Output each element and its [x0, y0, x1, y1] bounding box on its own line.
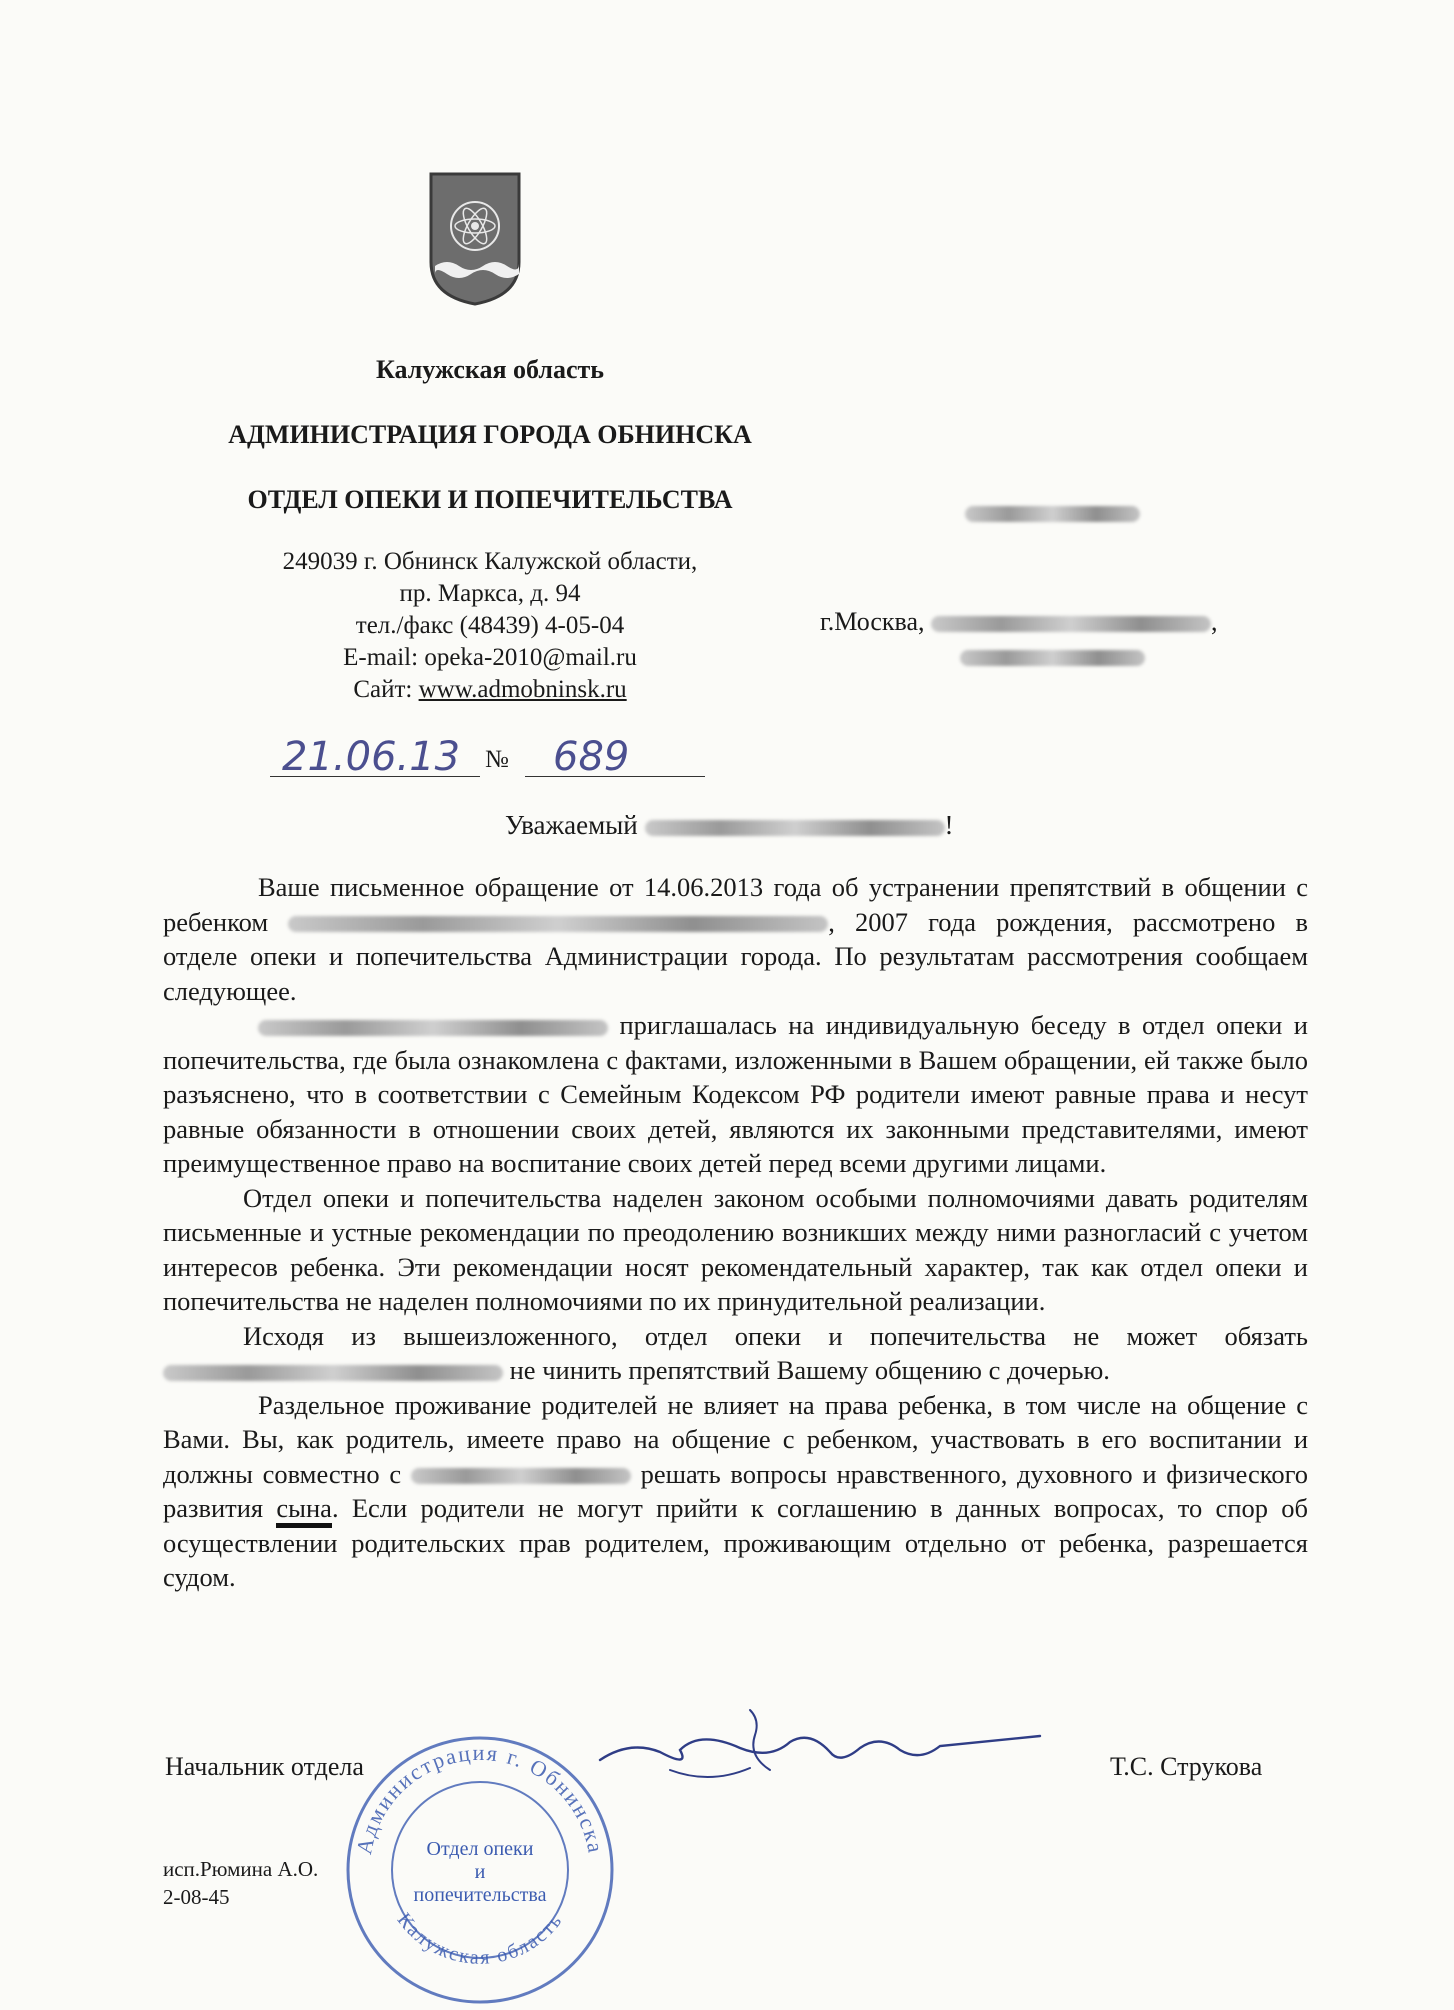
- recipient-address-line-1: [820, 605, 1280, 639]
- paragraph-5-part-c: . Если родители не могут прийти к соглашению в данных вопросах, то спор об осуществлении родительских прав родителем, проживающим отдельно от ребенка, разрешается судом.: [163, 1493, 1309, 1592]
- region-title: Калужская область: [375, 355, 605, 384]
- greeting-suffix: !: [944, 810, 954, 840]
- phone-fax: тел./факс (48439) 4-05-04: [355, 612, 625, 639]
- sender-address: [170, 546, 810, 706]
- redacted-street: [931, 616, 1211, 632]
- highlighted-word: сына: [276, 1493, 332, 1528]
- executor-phone: 2-08-45: [163, 1885, 230, 1909]
- administration-title: АДМИНИСТРАЦИЯ ГОРОДА ОБНИНСКА: [228, 420, 752, 449]
- redacted-recipient-name: [965, 506, 1140, 522]
- email-line: [170, 642, 810, 674]
- signatory-position: Начальник отдела: [165, 1752, 364, 1781]
- address-line-1: 249039 г. Обнинск Калужской области,: [282, 548, 698, 575]
- redacted-house: [960, 650, 1145, 666]
- paragraph-2: [163, 1008, 1308, 1181]
- paragraph-1-part-b: , 2007 года рождения, рассмотрено в отделе опеки и попечительства Администрации города. По результатам рассмотрения сообщаем следующее.: [163, 906, 1308, 1006]
- recipient-address-line-2: [820, 639, 1280, 673]
- number-sign: №: [485, 746, 509, 773]
- redacted-mother-name-2: [163, 1365, 503, 1381]
- paragraph-1-part-a: Ваше письменное обращение от 14.06.2013 года об устранении препятствий в общении с ребенком: [163, 872, 1308, 937]
- redacted-mother-name-3: [411, 1468, 631, 1484]
- paragraph-4: [163, 1319, 1308, 1388]
- paragraph-5-part-b: решать вопросы нравственного, духовного и физического развития: [163, 1458, 1309, 1523]
- registration-number: 689: [553, 734, 630, 780]
- email-label: E-mail:: [343, 644, 425, 671]
- greeting-prefix: Уважаемый: [505, 810, 638, 840]
- redacted-mother-name: [258, 1020, 608, 1036]
- stamp-center-line-3: попечительства: [413, 1884, 547, 1906]
- email-value[interactable]: opeka-2010@mail.ru: [424, 644, 637, 671]
- recipient-city: г.Москва,: [820, 607, 925, 636]
- paragraph-3: Отдел опеки и попечительства наделен законом особыми полномочиями давать родителям письменные и устные рекомендации по преодолению возникших между ними разногласий с учетом интересов ребенка. Эти рекомендации носят рекомендательный характер, так как отдел опеки и попечительства не наделен полномочиями по их принудительной реализации.: [163, 1182, 1308, 1316]
- recipient-comma: ,: [1211, 607, 1218, 636]
- paragraph-1: [163, 870, 1308, 1008]
- executor-info: [163, 1855, 318, 1911]
- redacted-addressee-name: [645, 820, 945, 836]
- stamp-center-line-1: Отдел опеки: [426, 1838, 534, 1860]
- site-label: Сайт:: [353, 676, 419, 703]
- recipient-address: [820, 605, 1280, 673]
- registration-date-field: [270, 734, 480, 780]
- registration-number-field: [525, 734, 705, 780]
- stamp-center-line-2: и: [474, 1861, 486, 1883]
- signatory-name: Т.С. Струкова: [1110, 1752, 1263, 1781]
- paragraph-2-text: приглашалась на индивидуальную беседу в отдел опеки и попечительства, где была ознакомлена с фактами, изложенными в Вашем обращении, ей также было разъяснено, что в соответствии с Семейным Кодексом РФ родители имеют равные права и несут равные обязанности в отношении своих детей, являются их законными представителями, имеют преимущественное право на воспитание своих детей перед всеми другими лицами.: [163, 1010, 1308, 1178]
- executor-name: исп.Рюмина А.О.: [163, 1857, 319, 1881]
- official-stamp-icon: [330, 1720, 630, 2010]
- paragraph-5: [163, 1388, 1308, 1595]
- site-line: [170, 674, 810, 706]
- registration-date: 21.06.13: [282, 734, 461, 780]
- paragraph-4-part-b: не чинить препятствий Вашему общению с дочерью.: [509, 1355, 1110, 1385]
- department-title: ОТДЕЛ ОПЕКИ И ПОПЕЧИТЕЛЬСТВА: [247, 485, 733, 514]
- recipient-name: [965, 505, 1140, 523]
- svg-text:Калужская область: [393, 1909, 568, 1969]
- coat-of-arms-icon: [427, 170, 523, 308]
- address-line-2: пр. Маркса, д. 94: [399, 580, 581, 607]
- paragraph-5-part-a: Раздельное проживание родителей не влияет на права ребенка, в том числе на общение с Вами. Вы, как родитель, имеете право на общение с ребенком, участвовать в его воспитании и должны совместно с: [163, 1389, 1308, 1489]
- stamp-outer-top: Администрация г. Обнинска: [351, 1740, 609, 1857]
- redacted-child-name: [288, 916, 828, 932]
- letter-body: [163, 870, 1308, 1595]
- site-link[interactable]: www.admobninsk.ru: [418, 676, 627, 703]
- greeting: [505, 810, 954, 841]
- stamp-outer-bottom: Калужская область: [392, 1909, 568, 1969]
- paragraph-4-part-a: Исходя из вышеизложенного, отдел опеки и попечительства не может обязать: [243, 1320, 1308, 1351]
